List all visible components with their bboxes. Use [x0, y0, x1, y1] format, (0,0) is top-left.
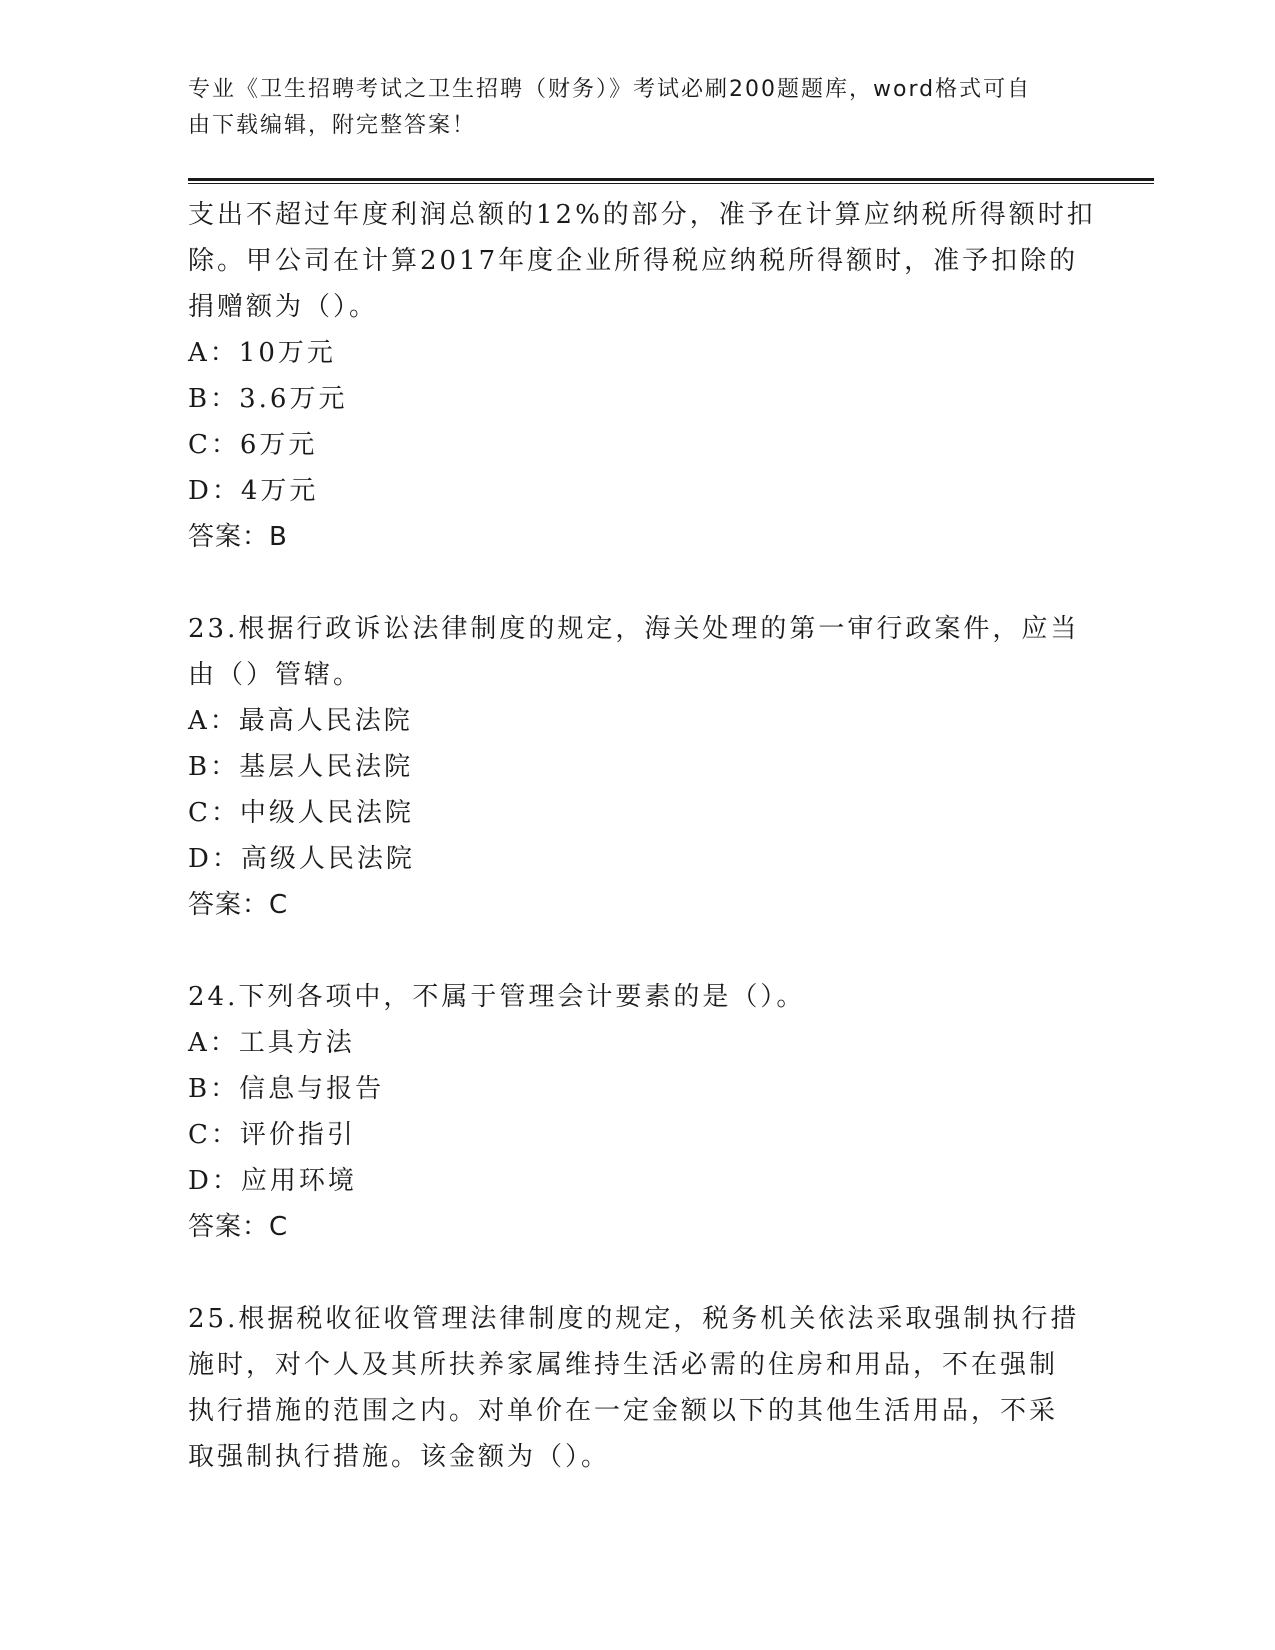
- question-stem-line: 支出不超过年度利润总额的12%的部分，准予在计算应纳税所得额时扣: [188, 200, 1096, 230]
- option-a: A：最高人民法院: [188, 706, 413, 736]
- question-23: [188, 606, 1088, 928]
- option-b: B：3.6万元: [188, 384, 348, 414]
- question-24: [188, 974, 1088, 1250]
- question-stem-line: 取强制执行措施。该金额为（）。: [188, 1442, 611, 1472]
- question-spacer: [188, 928, 1088, 974]
- question-stem-line: 24.下列各项中，不属于管理会计要素的是（）。: [188, 982, 806, 1012]
- question-spacer: [188, 560, 1088, 606]
- question-22: [188, 192, 1096, 560]
- question-stem-line: 23.根据行政诉讼法律制度的规定，海关处理的第一审行政案件，应当: [188, 614, 1080, 644]
- option-d: D：高级人民法院: [188, 844, 415, 874]
- answer-line: 答案：C: [188, 890, 289, 920]
- header-line-1: 专业《卫生招聘考试之卫生招聘（财务）》考试必刷200题题库，word格式可自: [188, 77, 1032, 102]
- option-a: A：10万元: [188, 338, 336, 368]
- question-spacer: [188, 1250, 1088, 1296]
- option-c: C：中级人民法院: [188, 798, 414, 828]
- option-b: B：信息与报告: [188, 1074, 385, 1104]
- question-stem-line: 施时，对个人及其所扶养家属维持生活必需的住房和用品，不在强制: [188, 1350, 1059, 1380]
- question-list: [188, 192, 1096, 1480]
- answer-line: 答案：C: [188, 1212, 289, 1242]
- option-d: D：应用环境: [188, 1166, 357, 1196]
- question-stem-line: 捐赠额为（）。: [188, 292, 379, 322]
- option-a: A：工具方法: [188, 1028, 355, 1058]
- option-c: C：评价指引: [188, 1120, 356, 1150]
- header-line-2: 由下载编辑，附完整答案！: [188, 113, 477, 138]
- option-c: C：6万元: [188, 430, 318, 460]
- header-divider-thick: [188, 178, 1154, 181]
- question-stem-line: 除。甲公司在计算2017年度企业所得税应纳税所得额时，准予扣除的: [188, 246, 1079, 276]
- question-25: [188, 1296, 1088, 1480]
- answer-line: 答案：B: [188, 522, 288, 552]
- question-stem-line: 25.根据税收征收管理法律制度的规定，税务机关依法采取强制执行措: [188, 1304, 1080, 1334]
- header-divider-thin: [188, 183, 1154, 184]
- document-header: [188, 72, 1088, 144]
- option-b: B：基层人民法院: [188, 752, 414, 782]
- option-d: D：4万元: [188, 476, 319, 506]
- question-stem-line: 执行措施的范围之内。对单价在一定金额以下的其他生活用品，不采: [188, 1396, 1059, 1426]
- question-stem-line: 由（）管辖。: [188, 660, 363, 690]
